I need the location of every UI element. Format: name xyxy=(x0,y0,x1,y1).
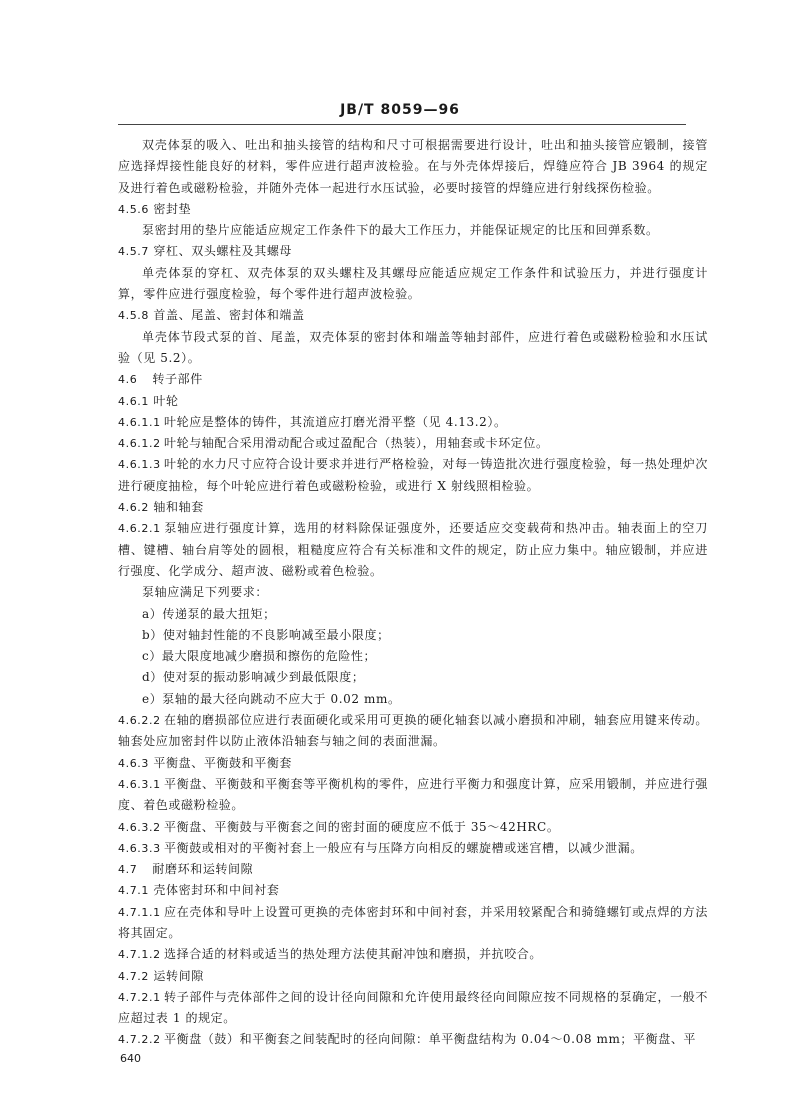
list-item-b: b）使对轴封性能的不良影响减至最小限度； xyxy=(142,627,390,642)
section-title: 运转间隙 xyxy=(153,968,204,983)
section-title: 耐磨环和运转间隙 xyxy=(152,862,254,877)
clause-number: 4.6.1.2 xyxy=(118,437,161,451)
clause-text: 平衡盘（鼓）和平衡套之间装配时的径向间隙：单平衡盘结构为 0.04～0.08 mm；平衡盘、平 xyxy=(164,1032,697,1047)
clause-number: 4.6.2.1 xyxy=(118,522,161,536)
section-number: 4.5.8 xyxy=(118,309,149,323)
paragraph-intro: 双壳体泵的吸入、吐出和抽头接管的结构和尺寸可根据需要进行设计，吐出和抽头接管应锻制，接管应选择焊接性能良好的材料，零件应进行超声波检验。在与外壳体焊接后，焊缝应符合 JB 3964 的规定及进行着色或磁粉检验，并随外壳体一起进行水压试验，必要时接管的焊缝应进行射线探伤检验。 xyxy=(118,138,708,195)
clause-4-6-1-2 xyxy=(118,433,708,454)
clause-number: 4.7.2.2 xyxy=(118,1033,161,1047)
clause-4-7-2-2 xyxy=(118,1029,708,1050)
section-number: 4.6.2 xyxy=(118,501,149,515)
paragraph-4-5-8: 单壳体节段式泵的首、尾盖，双壳体泵的密封体和端盖等轴封部件，应进行着色或磁粉检验和水压试验（见 5.2）。 xyxy=(118,329,708,365)
section-number: 4.5.6 xyxy=(118,202,149,216)
list-item-c: c）最大限度地减少磨损和擦伤的危险性； xyxy=(142,649,377,664)
section-number: 4.7.2 xyxy=(118,969,149,983)
section-heading-4-7-1 xyxy=(118,880,708,901)
clause-number: 4.6.3.1 xyxy=(118,777,161,791)
clause-4-6-3-3 xyxy=(118,838,708,859)
clause-4-6-1-3 xyxy=(118,454,708,497)
clause-number: 4.6.3.2 xyxy=(118,820,161,834)
section-title: 平衡盘、平衡鼓和平衡套 xyxy=(153,755,293,770)
section-heading-4-6 xyxy=(118,369,708,390)
clause-4-6-1-1 xyxy=(118,412,708,433)
section-heading-4-6-3 xyxy=(118,753,708,774)
section-heading-4-7 xyxy=(118,859,708,880)
clause-number: 4.6.1.3 xyxy=(118,458,161,472)
running-header: JB/T 8059—96 xyxy=(340,102,460,118)
clause-number: 4.7.1.1 xyxy=(118,905,161,919)
section-heading-4-6-2 xyxy=(118,497,708,518)
paragraph-4-5-7: 单壳体泵的穿杠、双壳体泵的双头螺柱及其螺母应能适应规定工作条件和试验压力，并进行强度计算，零件应进行强度检验，每个零件进行超声波检验。 xyxy=(118,265,708,302)
clause-4-7-1-1 xyxy=(118,902,708,945)
section-heading-4-5-6 xyxy=(118,199,708,220)
section-number: 4.6.3 xyxy=(118,756,149,770)
clause-4-6-2-2 xyxy=(118,710,708,753)
section-heading-4-6-1 xyxy=(118,391,708,412)
section-number: 4.7 xyxy=(118,863,138,877)
clause-4-7-2-1 xyxy=(118,987,708,1030)
clause-text: 叶轮的水力尺寸应符合设计要求并进行严格检验，对每一铸造批次进行强度检验，每一热处理炉次进行硬度抽检，每个叶轮应进行着色或磁粉检验，或进行 X 射线照相检验。 xyxy=(118,457,708,493)
shaft-requirements-intro: 泵轴应满足下列要求： xyxy=(142,585,269,600)
clause-text: 平衡鼓或相对的平衡衬套上一般应有与压降方向相反的螺旋槽或迷宫槽，以减少泄漏。 xyxy=(164,840,643,855)
paragraph-4-5-6: 泵密封用的垫片应能适应规定工作条件下的最大工作压力，并能保证规定的比压和回弹系数。 xyxy=(142,223,659,238)
clause-4-7-1-2 xyxy=(118,944,708,965)
section-heading-4-5-8 xyxy=(118,305,708,326)
clause-text: 叶轮应是整体的铸件，其流道应打磨光滑平整（见 4.13.2）。 xyxy=(164,414,507,429)
clause-text: 选择合适的材料或适当的热处理方法使其耐冲蚀和磨损，并抗咬合。 xyxy=(164,947,543,962)
section-title: 叶轮 xyxy=(153,393,179,408)
document-body xyxy=(118,135,708,1051)
page-number: 640 xyxy=(120,1052,141,1065)
clause-4-6-2-1 xyxy=(118,518,708,582)
clause-4-6-3-1 xyxy=(118,774,708,817)
clause-text: 叶轮与轴配合采用滑动配合或过盈配合（热装），用轴套或卡环定位。 xyxy=(164,436,549,451)
clause-text: 泵轴应进行强度计算，选用的材料除保证强度外，还要适应交变载荷和热冲击。轴表面上的空刀槽、键槽、轴台肩等处的圆根，粗糙度应符合有关标准和文件的规定，防止应力集中。轴应锻制，并应进行强度、化学成分、超声波、磁粉或着色检验。 xyxy=(118,521,708,578)
list-item-d: d）使对泵的振动影响减少到最低限度； xyxy=(142,670,365,685)
header-rule xyxy=(118,124,686,125)
section-number: 4.5.7 xyxy=(118,245,149,259)
section-title: 密封垫 xyxy=(153,201,192,216)
clause-number: 4.6.2.2 xyxy=(118,714,161,728)
section-number: 4.6.1 xyxy=(118,394,149,408)
clause-text: 在轴的磨损部位应进行表面硬化或采用可更换的硬化轴套以减小磨损和冲刷，轴套应用键来传动。轴套处应加密封件以防止液体沿轴套与轴之间的表面泄漏。 xyxy=(118,713,708,749)
clause-text: 转子部件与壳体部件之间的设计径向间隙和允许使用最终径向间隙应按不同规格的泵确定，一般不应超过表 1 的规定。 xyxy=(118,989,708,1026)
section-title: 壳体密封环和中间衬套 xyxy=(153,883,280,898)
section-number: 4.6 xyxy=(118,373,138,387)
section-heading-4-5-7 xyxy=(118,241,708,262)
section-title: 穿杠、双头螺柱及其螺母 xyxy=(153,244,293,259)
clause-4-6-3-2 xyxy=(118,817,708,838)
section-number: 4.7.1 xyxy=(118,884,149,898)
clause-number: 4.7.2.1 xyxy=(118,990,161,1004)
clause-text: 平衡盘、平衡鼓和平衡套等平衡机构的零件，应进行平衡力和强度计算，应采用锻制，并应进行强度、着色或磁粉检验。 xyxy=(118,776,708,813)
section-title: 首盖、尾盖、密封体和端盖 xyxy=(153,308,305,323)
section-title: 转子部件 xyxy=(152,372,203,387)
clause-text: 应在壳体和导叶上设置可更换的壳体密封环和中间衬套，并采用较紧配合和骑缝螺钉或点焊的方法将其固定。 xyxy=(118,904,708,940)
clause-number: 4.7.1.2 xyxy=(118,948,161,962)
list-item-e: e）泵轴的最大径向跳动不应大于 0.02 mm。 xyxy=(142,691,401,706)
list-item-a: a）传递泵的最大扭矩； xyxy=(142,606,276,621)
section-title: 轴和轴套 xyxy=(153,500,204,515)
clause-text: 平衡盘、平衡鼓与平衡套之间的密封面的硬度应不低于 35～42HRC。 xyxy=(164,819,560,834)
section-heading-4-7-2 xyxy=(118,966,708,987)
clause-number: 4.6.3.3 xyxy=(118,841,161,855)
clause-number: 4.6.1.1 xyxy=(118,415,161,429)
